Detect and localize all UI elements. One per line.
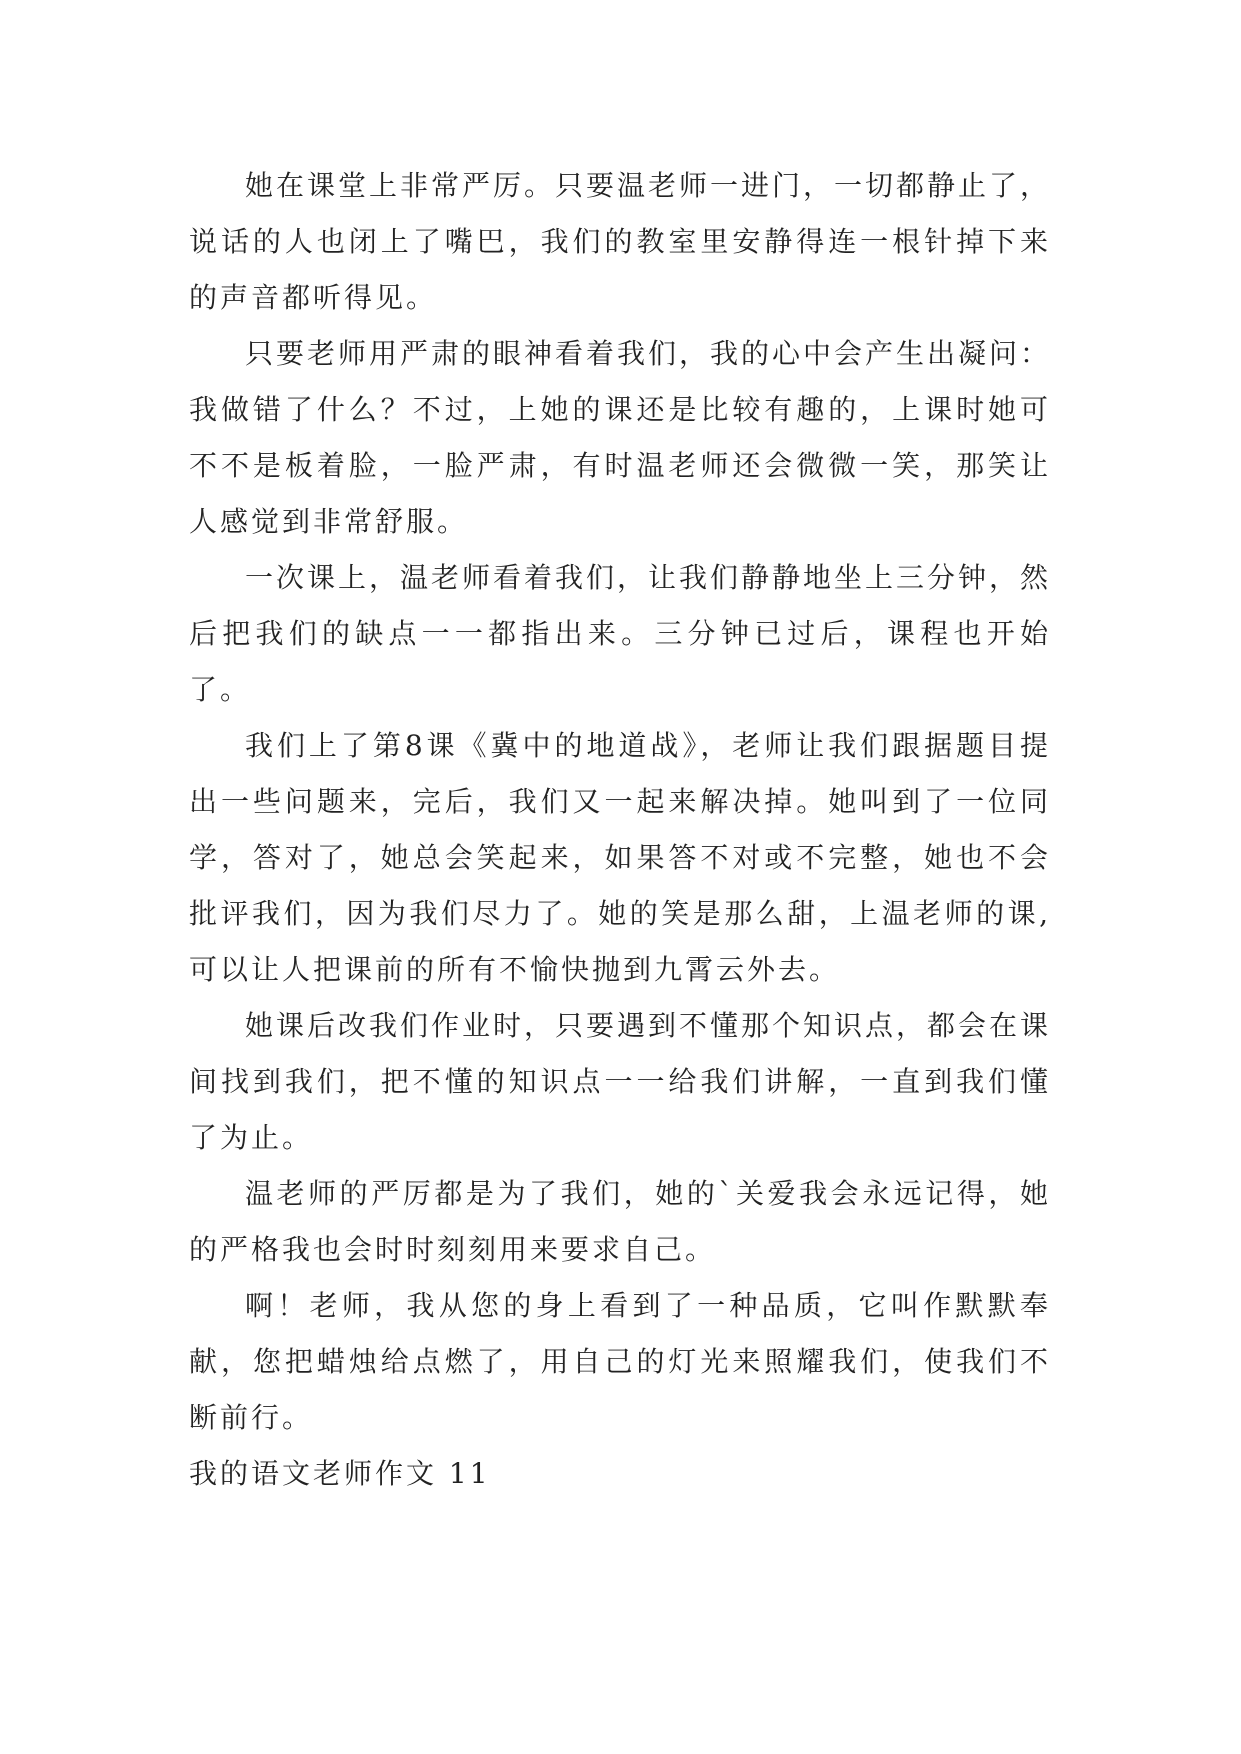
paragraph: 她在课堂上非常严厉。只要温老师一进门，一切都静止了，说话的人也闭上了嘴巴，我们的教室里安静得连一根针掉下来的声音都听得见。 (189, 169, 1052, 314)
paragraph: 一次课上，温老师看着我们，让我们静静地坐上三分钟，然后把我们的缺点一一都指出来。三分钟已过后，课程也开始了。 (189, 561, 1052, 706)
document-body (189, 158, 1051, 1502)
paragraph: 只要老师用严肃的眼神看着我们，我的心中会产生出凝问：我做错了什么？不过，上她的课还是比较有趣的，上课时她可不不是板着脸，一脸严肃，有时温老师还会微微一笑，那笑让人感觉到非常舒服。 (189, 337, 1052, 538)
paragraph: 啊！老师，我从您的身上看到了一种品质，它叫作默默奉献，您把蜡烛给点燃了，用自己的灯光来照耀我们，使我们不断前行。 (189, 1289, 1051, 1434)
paragraph: 我们上了第8课《冀中的地道战》，老师让我们跟据题目提出一些问题来，完后，我们又一起来解决掉。她叫到了一位同学，答对了，她总会笑起来，如果答不对或不完整，她也不会批评我们，因为我们尽力了。她的笑是那么甜，上温老师的课,可以让人把课前的所有不愉快抛到九霄云外去。 (189, 729, 1051, 986)
paragraph: 她课后改我们作业时，只要遇到不懂那个知识点，都会在课间找到我们，把不懂的知识点一一给我们讲解，一直到我们懂了为止。 (189, 1009, 1052, 1154)
paragraph: 温老师的严厉都是为了我们，她的`关爱我会永远记得，她的严格我也会时时刻刻用来要求自己。 (189, 1177, 1051, 1266)
section-heading: 我的语文老师作文 11 (189, 1457, 491, 1490)
